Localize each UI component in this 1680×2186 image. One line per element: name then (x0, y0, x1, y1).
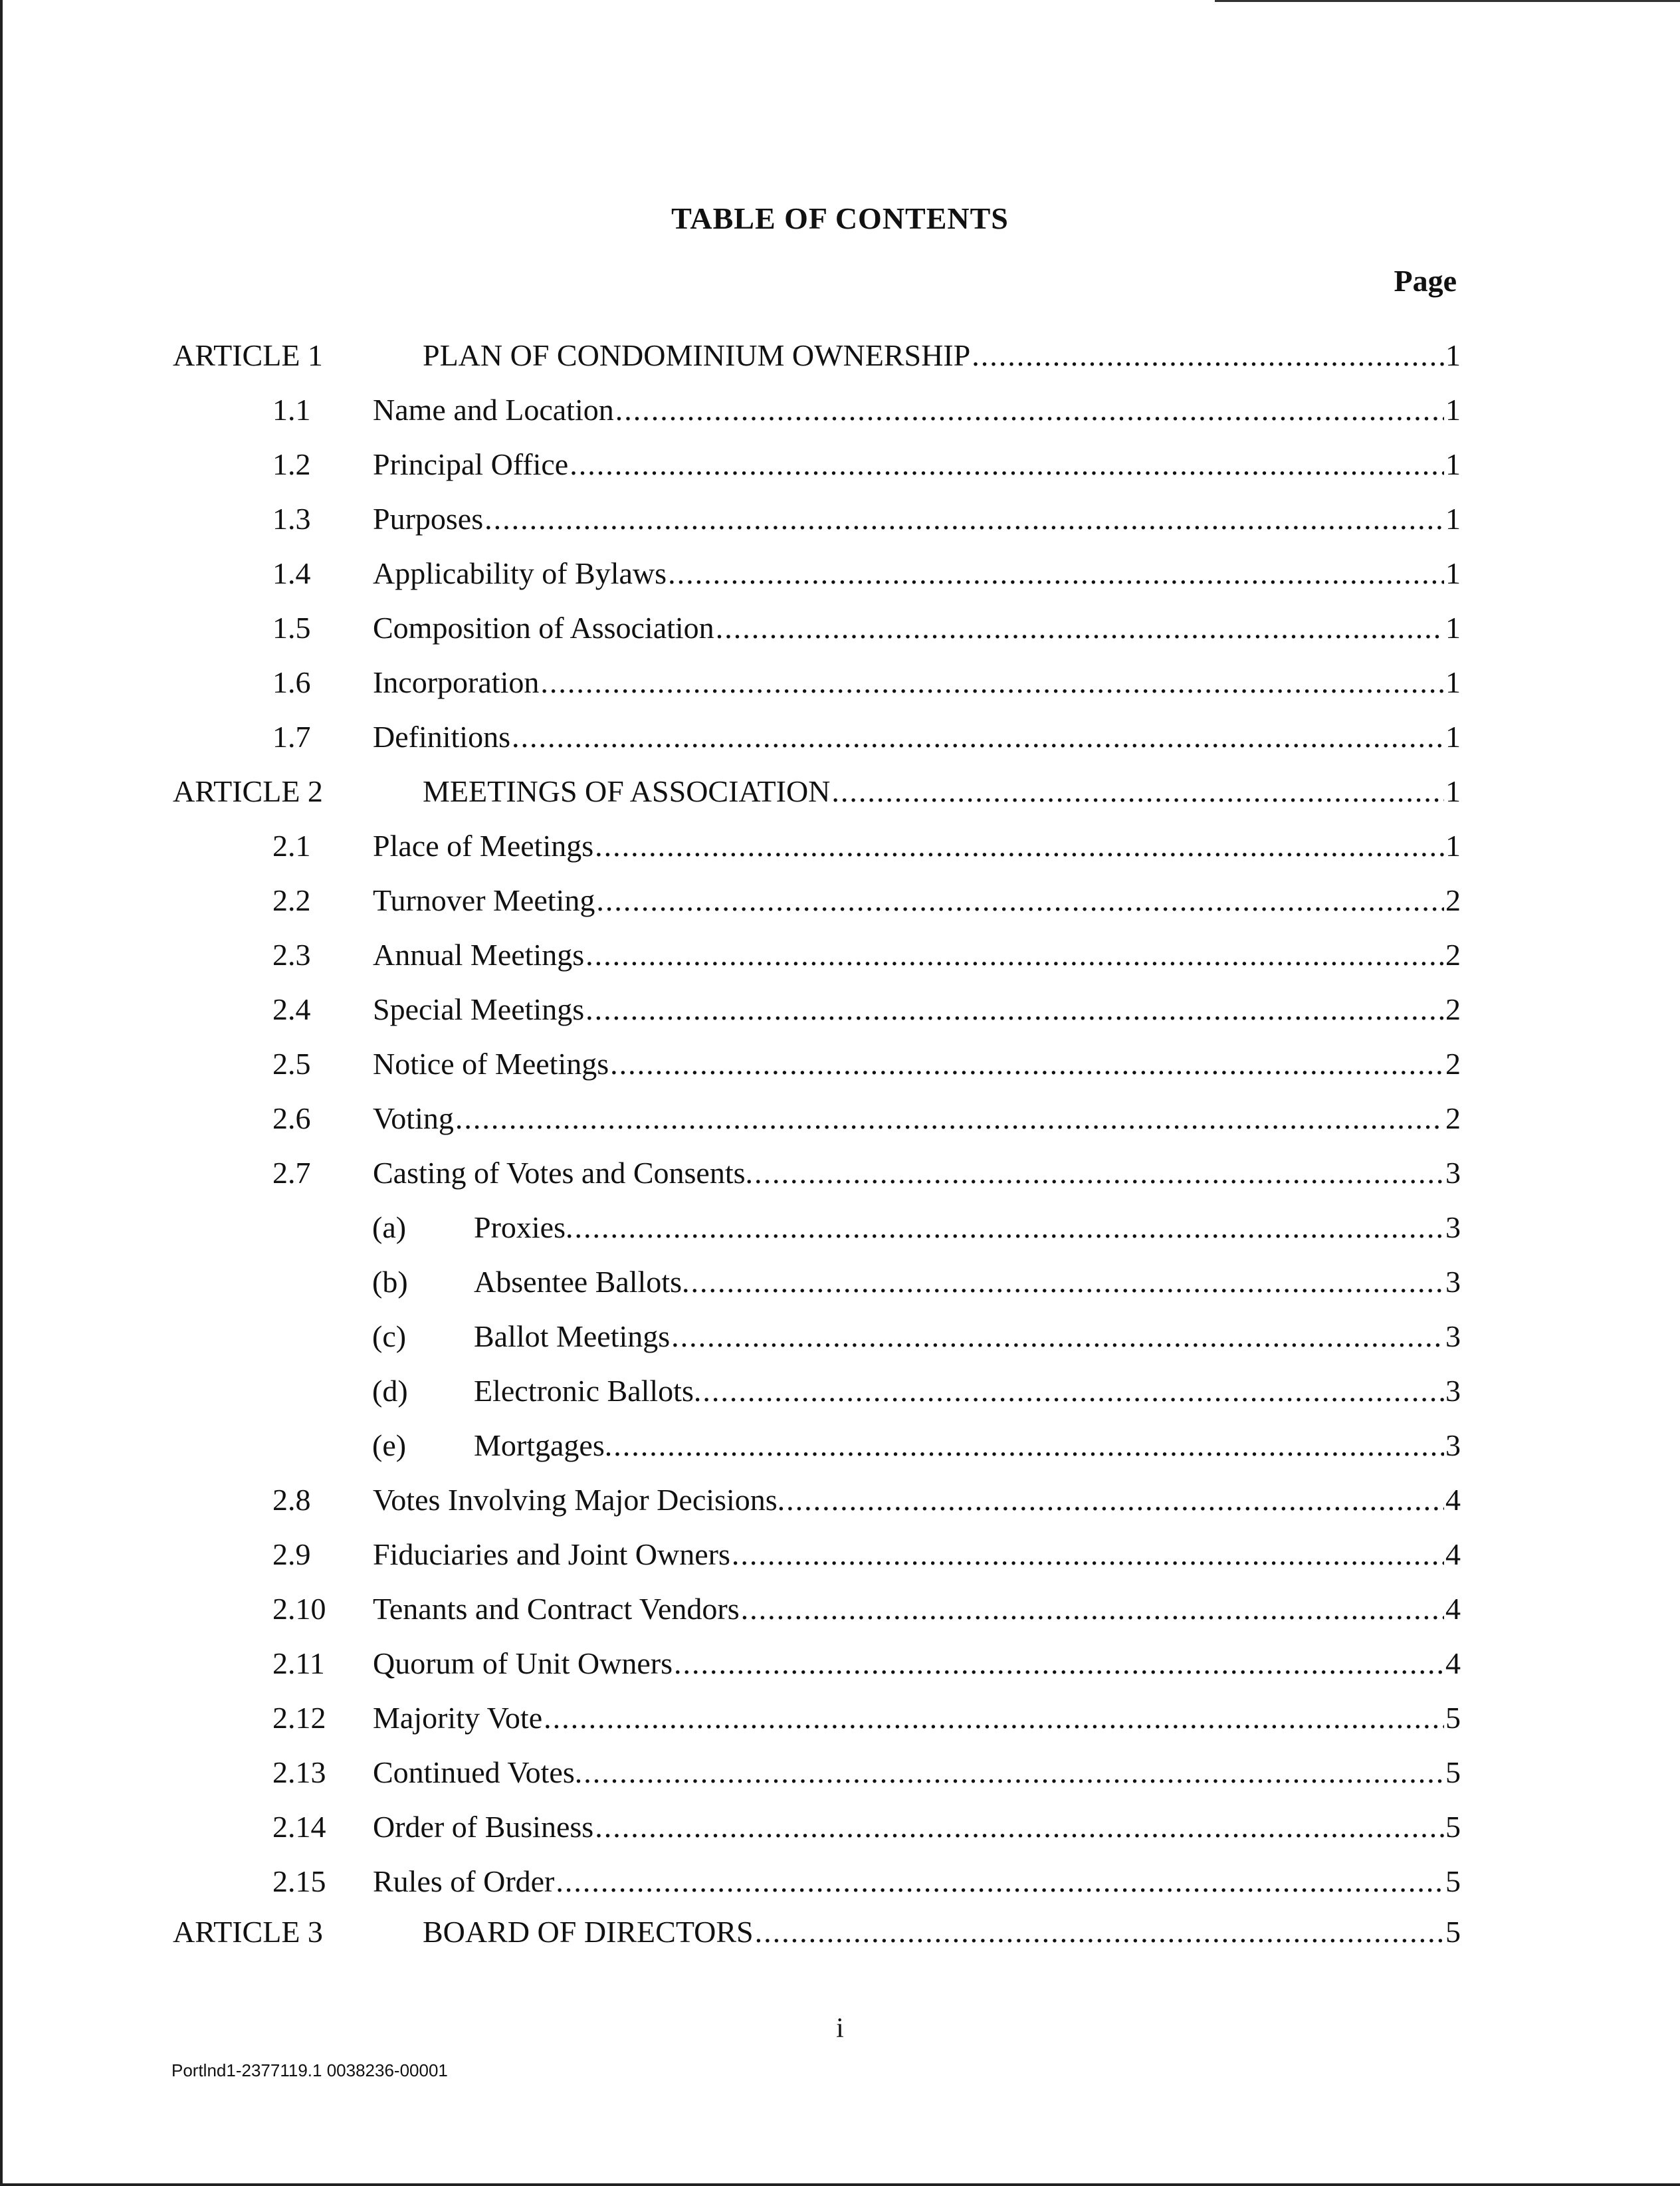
toc-entry-label: Principal Office (373, 447, 569, 481)
dot-leader (585, 935, 1444, 975)
toc-entry-number: 1.1 (272, 393, 311, 427)
toc-entry-page: 2 (1445, 1047, 1461, 1081)
toc-entry[interactable] (0, 1698, 1680, 1738)
toc-entry-page: 5 (1445, 1810, 1461, 1844)
toc-entry-page: 5 (1445, 1701, 1461, 1735)
toc-entry[interactable] (0, 445, 1680, 485)
toc-entry-label: Casting of Votes and Consents. (373, 1156, 754, 1190)
dot-leader (540, 663, 1444, 703)
toc-entry-page: 1 (1445, 338, 1461, 372)
toc-entry-number: 1.7 (272, 720, 311, 754)
dot-leader (668, 554, 1444, 594)
toc-entry[interactable] (0, 935, 1680, 975)
toc-entry-number: ARTICLE 2 (173, 774, 323, 808)
toc-entry[interactable] (0, 1753, 1680, 1793)
toc-entry[interactable] (0, 1644, 1680, 1684)
toc-entry[interactable] (0, 881, 1680, 921)
toc-entry[interactable] (0, 663, 1680, 703)
page-column-header: Page (1394, 264, 1457, 298)
toc-entry-page: 1 (1445, 665, 1461, 699)
toc-entry-number: 2.12 (272, 1701, 326, 1735)
toc-entry-page: 3 (1445, 1374, 1461, 1408)
toc-entry-label: Purposes (373, 502, 484, 536)
toc-entry-number: (c) (372, 1319, 407, 1353)
toc-entry-page: 5 (1445, 1915, 1461, 1949)
toc-entry-number: 2.8 (272, 1483, 311, 1517)
dot-leader (755, 1912, 1444, 1952)
toc-entry-label: Applicability of Bylaws (373, 556, 667, 590)
toc-entry[interactable] (0, 1912, 1680, 1952)
toc-entry-number: (a) (372, 1210, 407, 1244)
toc-entry-label: Proxies. (474, 1210, 574, 1244)
toc-entry-number: 1.5 (272, 611, 311, 645)
dot-leader (716, 608, 1444, 648)
toc-entry-page: 1 (1445, 611, 1461, 645)
toc-entry-page: 2 (1445, 1101, 1461, 1135)
dot-leader (613, 1426, 1444, 1466)
toc-entry-page: 3 (1445, 1265, 1461, 1299)
dot-leader (972, 336, 1444, 376)
footer-document-id: Portlnd1-2377119.1 0038236-00001 (171, 2060, 448, 2080)
dot-leader (585, 990, 1444, 1030)
toc-entry-label: Electronic Ballots. (474, 1374, 702, 1408)
toc-entry-page: 3 (1445, 1210, 1461, 1244)
toc-entry-label: BOARD OF DIRECTORS (423, 1915, 754, 1949)
toc-entry[interactable] (0, 826, 1680, 866)
toc-entry[interactable] (0, 1807, 1680, 1847)
dot-leader (596, 881, 1444, 921)
toc-entry[interactable] (0, 1099, 1680, 1139)
toc-entry[interactable] (0, 499, 1680, 539)
toc-entry[interactable] (0, 1371, 1680, 1411)
dot-leader (595, 826, 1444, 866)
toc-entry-page: 1 (1445, 393, 1461, 427)
dot-leader (583, 1753, 1444, 1793)
toc-entry-label: Notice of Meetings (373, 1047, 609, 1081)
dot-leader (570, 445, 1444, 485)
toc-entry-page: 5 (1445, 1864, 1461, 1898)
dot-leader (741, 1589, 1444, 1629)
toc-entry-page: 3 (1445, 1428, 1461, 1462)
toc-entry-label: Annual Meetings (373, 938, 585, 972)
dot-leader (831, 772, 1444, 812)
toc-entry-number: 2.7 (272, 1156, 311, 1190)
toc-entry-number: 2.13 (272, 1755, 326, 1789)
toc-entry-label: Name and Location (373, 393, 614, 427)
toc-entry-number: (b) (372, 1265, 408, 1299)
toc-entry-label: Order of Business (373, 1810, 594, 1844)
toc-entry[interactable] (0, 1535, 1680, 1575)
dot-leader (732, 1535, 1444, 1575)
toc-entry[interactable] (0, 1262, 1680, 1302)
toc-entry[interactable] (0, 717, 1680, 757)
toc-entry-page: 1 (1445, 447, 1461, 481)
toc-entry-label: Rules of Order (373, 1864, 555, 1898)
toc-entry-number: 1.2 (272, 447, 311, 481)
dot-leader (754, 1153, 1444, 1193)
scan-mark-top (1215, 0, 1680, 2)
toc-entry-label: Majority Vote (373, 1701, 543, 1735)
toc-entry[interactable] (0, 1426, 1680, 1466)
toc-entry-label: Turnover Meeting (373, 883, 595, 917)
toc-entry[interactable] (0, 1862, 1680, 1902)
toc-entry-label: Mortgages. (474, 1428, 613, 1462)
toc-entry-number: (e) (372, 1428, 407, 1462)
toc-entry[interactable] (0, 390, 1680, 430)
toc-entry[interactable] (0, 336, 1680, 376)
toc-entry-label: Continued Votes. (373, 1755, 583, 1789)
toc-entry-number: 2.6 (272, 1101, 311, 1135)
toc-entry-page: 2 (1445, 938, 1461, 972)
toc-entry-label: Composition of Association (373, 611, 714, 645)
toc-entry-page: 1 (1445, 720, 1461, 754)
toc-entry[interactable] (0, 608, 1680, 648)
toc-entry-number: 1.4 (272, 556, 311, 590)
toc-entry-number: 2.15 (272, 1864, 326, 1898)
toc-entry[interactable] (0, 554, 1680, 594)
toc-entry-label: Absentee Ballots. (474, 1265, 690, 1299)
toc-entry-page: 2 (1445, 992, 1461, 1026)
toc-entry-number: 2.4 (272, 992, 311, 1026)
toc-entry-page: 2 (1445, 883, 1461, 917)
dot-leader (610, 1044, 1444, 1084)
dot-leader (671, 1317, 1444, 1357)
toc-entry-page: 4 (1445, 1646, 1461, 1680)
toc-entry-number: 2.1 (272, 829, 311, 863)
dot-leader (702, 1371, 1444, 1411)
toc-entry[interactable] (0, 990, 1680, 1030)
dot-leader (512, 717, 1444, 757)
dot-leader (674, 1644, 1444, 1684)
toc-entry-label: Place of Meetings (373, 829, 594, 863)
toc-entry-label: Votes Involving Major Decisions. (373, 1483, 786, 1517)
toc-entry-page: 1 (1445, 502, 1461, 536)
dot-leader (786, 1480, 1444, 1520)
toc-entry-label: Voting (373, 1101, 454, 1135)
toc-entry-page: 1 (1445, 774, 1461, 808)
toc-entry-page: 1 (1445, 829, 1461, 863)
toc-entry-label: Incorporation (373, 665, 540, 699)
toc-entry-number: 2.3 (272, 938, 311, 972)
toc-entry-label: PLAN OF CONDOMINIUM OWNERSHIP (423, 338, 971, 372)
toc-entry[interactable] (0, 1153, 1680, 1193)
toc-entry[interactable] (0, 1317, 1680, 1357)
toc-entry[interactable] (0, 1044, 1680, 1084)
toc-entry-label: Definitions (373, 720, 510, 754)
toc-entry-number: 2.10 (272, 1592, 326, 1626)
toc-entry-number: (d) (372, 1374, 408, 1408)
toc-entry-label: MEETINGS OF ASSOCIATION (423, 774, 831, 808)
toc-entry-number: 1.6 (272, 665, 311, 699)
toc-entry-page: 3 (1445, 1319, 1461, 1353)
toc-entry-number: 2.9 (272, 1537, 311, 1571)
dot-leader (575, 1208, 1445, 1248)
toc-entry-number: 2.11 (272, 1646, 325, 1680)
toc-entry[interactable] (0, 1208, 1680, 1248)
page-edge-left (0, 0, 3, 2186)
toc-entry-label: Tenants and Contract Vendors (373, 1592, 740, 1626)
toc-entry-number: 2.2 (272, 883, 311, 917)
dot-leader (484, 499, 1444, 539)
toc-entry[interactable] (0, 1589, 1680, 1629)
toc-entry-page: 4 (1445, 1537, 1461, 1571)
dot-leader (691, 1262, 1445, 1302)
toc-entry-number: ARTICLE 1 (173, 338, 323, 372)
toc-entry-label: Quorum of Unit Owners (373, 1646, 673, 1680)
toc-entry-page: 5 (1445, 1755, 1461, 1789)
page-title: TABLE OF CONTENTS (671, 201, 1009, 235)
dot-leader (544, 1698, 1444, 1738)
toc-entry-page: 3 (1445, 1156, 1461, 1190)
toc-entry-label: Special Meetings (373, 992, 585, 1026)
toc-entry-number: ARTICLE 3 (173, 1915, 323, 1949)
toc-entry-label: Fiduciaries and Joint Owners (373, 1537, 730, 1571)
toc-entry-number: 1.3 (272, 502, 311, 536)
toc-entry-page: 4 (1445, 1483, 1461, 1517)
toc-entry-page: 1 (1445, 556, 1461, 590)
dot-leader (615, 390, 1444, 430)
footer-page-number: i (836, 2013, 844, 2044)
dot-leader (595, 1807, 1444, 1847)
toc-entry-label: Ballot Meetings (474, 1319, 671, 1353)
toc-entry[interactable] (0, 1480, 1680, 1520)
toc-entry[interactable] (0, 772, 1680, 812)
toc-entry-page: 4 (1445, 1592, 1461, 1626)
dot-leader (455, 1099, 1444, 1139)
page-edge-bottom (0, 2183, 1680, 2186)
toc-entry-number: 2.14 (272, 1810, 326, 1844)
toc-entry-number: 2.5 (272, 1047, 311, 1081)
dot-leader (556, 1862, 1444, 1902)
